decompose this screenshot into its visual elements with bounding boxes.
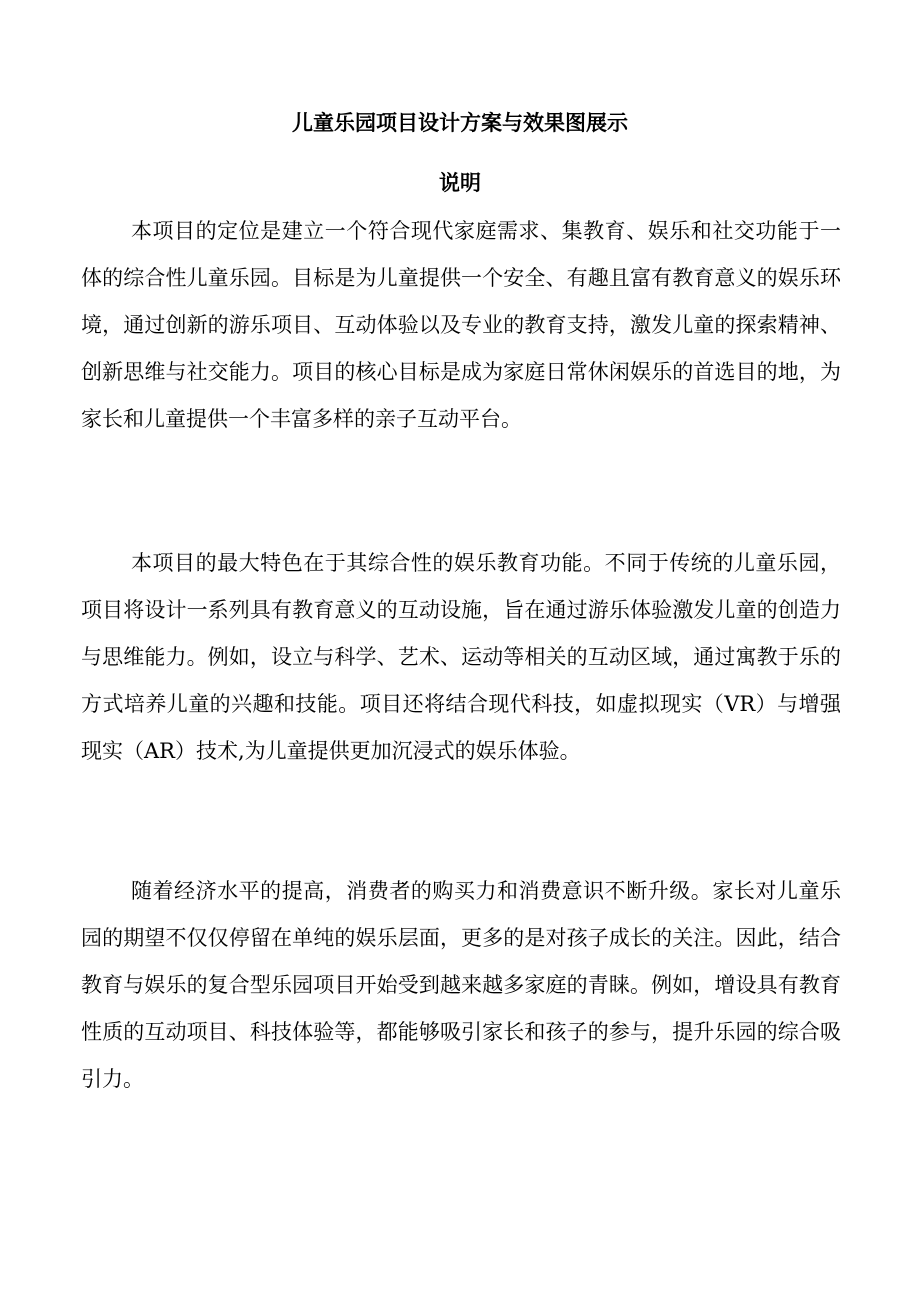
- paragraph-3: 随着经济水平的提高，消费者的购买力和消费意识不断升级。家长对儿童乐园的期望不仅仅停留在单纯的娱乐层面，更多的是对孩子成长的关注。因此，结合教育与娱乐的复合型乐园项目开始受到越来越多家庭的青睐。例如，增设具有教育性质的互动项目、科技体验等，都能够吸引家长和孩子的参与，提升乐园的综合吸引力。: [81, 879, 841, 1091]
- document-title: 儿童乐园项目设计方案与效果图展示: [292, 110, 628, 135]
- paragraph-1: 本项目的定位是建立一个符合现代家庭需求、集教育、娱乐和社交功能于一体的综合性儿童乐园。目标是为儿童提供一个安全、有趣且富有教育意义的娱乐环境，通过创新的游乐项目、互动体验以及专业的教育支持，激发儿童的探索精神、创新思维与社交能力。项目的核心目标是成为家庭日常休闲娱乐的首选目的地，为家长和儿童提供一个丰富多样的亲子互动平台。: [81, 219, 841, 431]
- paragraph-2: 本项目的最大特色在于其综合性的娱乐教育功能。不同于传统的儿童乐园，项目将设计一系列具有教育意义的互动设施，旨在通过游乐体验激发儿童的创造力与思维能力。例如，设立与科学、艺术、运动等相关的互动区域，通过寓教于乐的方式培养儿童的兴趣和技能。项目还将结合现代科技，如虚拟现实（VR）与增强现实（AR）技术,为儿童提供更加沉浸式的娱乐体验。: [81, 551, 841, 763]
- section-heading: 说明: [439, 170, 481, 195]
